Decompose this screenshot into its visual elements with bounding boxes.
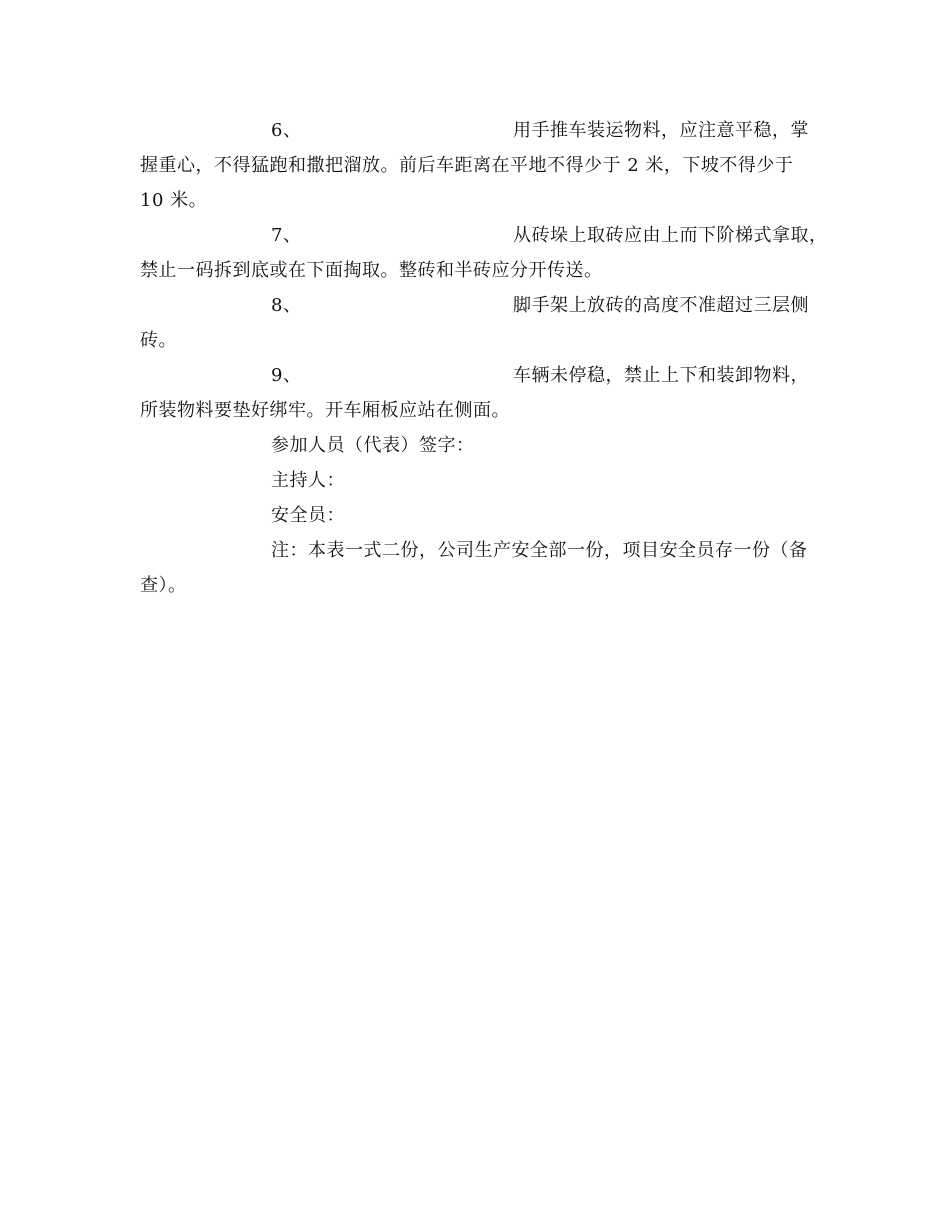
item-7-line2: 禁止一码拆到底或在下面掏取。整砖和半砖应分开传送。 [140,260,603,281]
host-label: 主持人： [271,470,345,491]
safety-officer-label: 安全员： [271,505,345,526]
item-8-line2: 砖。 [140,330,177,351]
item-7-line1: 从砖垛上取砖应由上而下阶梯式拿取， [513,225,828,246]
note-line1: 注：本表一式二份，公司生产安全部一份，项目安全员存一份（备 [271,540,808,561]
item-6-line2: 握重心，不得猛跑和撒把溜放。前后车距离在平地不得少于 2 米，下坡不得少于 [140,155,794,176]
item-8-line1: 脚手架上放砖的高度不准超过三层侧 [513,295,809,316]
item-6-line3: 10 米。 [140,190,208,211]
note-line2: 查）。 [140,575,187,596]
item-7-number: 7、 [271,225,302,246]
item-8-number: 8、 [271,295,302,316]
participants-signature-label: 参加人员（代表）签字： [271,435,475,456]
item-6-line1: 用手推车装运物料，应注意平稳，掌 [513,120,809,141]
item-9-number: 9、 [271,365,302,386]
item-9-line1: 车辆未停稳，禁止上下和装卸物料， [513,365,809,386]
item-9-line2: 所装物料要垫好绑牢。开车厢板应站在侧面。 [140,400,510,421]
item-6-number: 6、 [271,120,302,141]
